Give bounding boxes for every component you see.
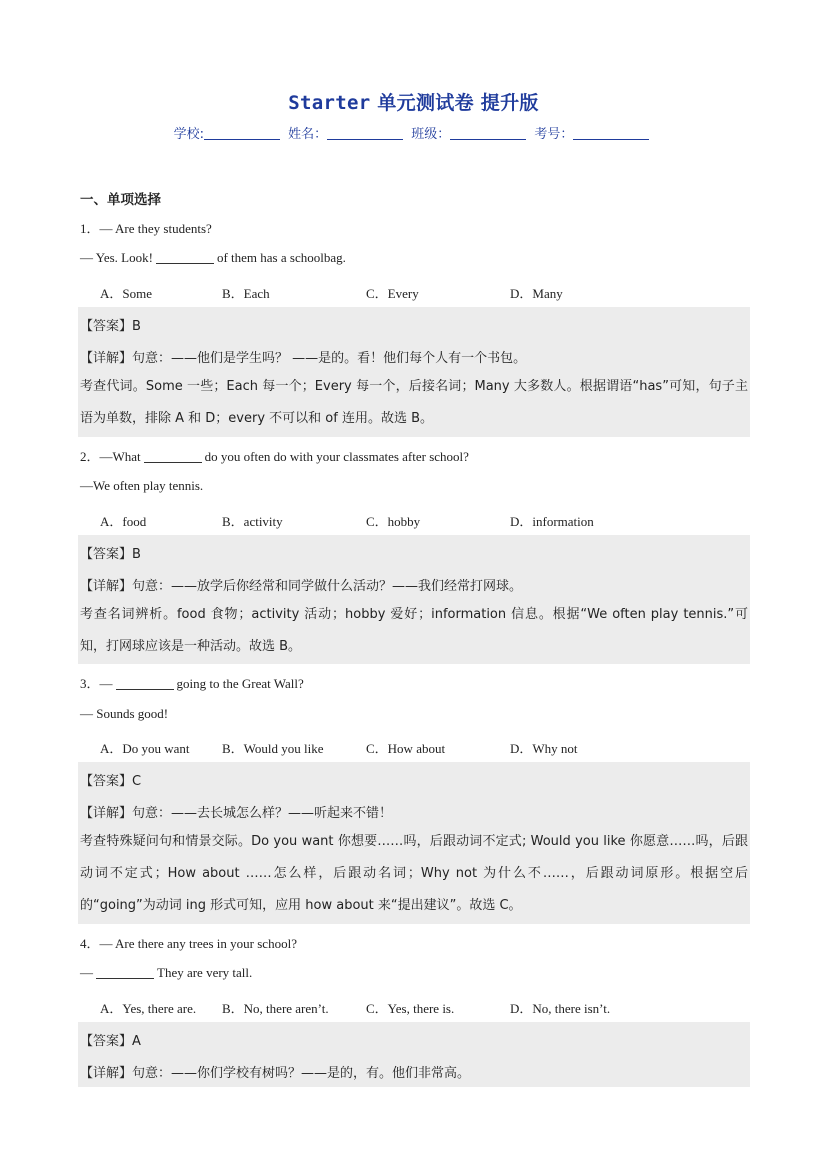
question-1-answer-box (78, 307, 750, 437)
option-b: B．Would you like (222, 741, 324, 756)
option-c: C．Every (366, 286, 419, 301)
name-blank (327, 125, 403, 140)
answer-label: 【答案】A (80, 1034, 141, 1049)
exam-number-label: 考号： (534, 127, 574, 142)
answer-blank (116, 676, 174, 690)
explanation-text: 考查代词。Some 一些；Each 每一个；Every 每一个，后接名词；Many 大多数人。根据谓语“has”可知，句子主语为单数，排除 A 和 D；every 不可以和 of 连用。故选 B。 (80, 379, 748, 426)
option-d: D．No, there isn’t. (510, 1001, 611, 1016)
section-title: 一、单项选择 (80, 192, 161, 208)
question-4-stem: 4．— Are there any trees in your school? (80, 936, 297, 951)
option-c: C．hobby (366, 514, 421, 529)
school-label: 学校: (173, 127, 204, 142)
answer-blank (96, 965, 154, 979)
question-1-line2: — Yes. Look! of them has a schoolbag. (80, 250, 346, 265)
option-a: A．food (100, 514, 147, 529)
option-b: B．activity (222, 514, 283, 529)
option-b: B．Each (222, 286, 270, 301)
question-4-answer-box (78, 1022, 750, 1087)
page-title (0, 88, 827, 115)
question-3-line2: — Sounds good! (80, 706, 169, 721)
question-2-answer-box (78, 535, 750, 664)
question-4-line2: — They are very tall. (80, 965, 253, 980)
option-a: A．Some (100, 286, 153, 301)
option-c: C．Yes, there is. (366, 1001, 455, 1016)
detail-text: 【详解】句意：——去长城怎么样？——听起来不错！ (80, 806, 393, 821)
class-label: 班级： (411, 127, 451, 142)
answer-label: 【答案】C (80, 774, 142, 789)
option-a: A．Do you want (100, 741, 190, 756)
answer-blank (144, 449, 202, 463)
option-d: D．Why not (510, 741, 578, 756)
option-d: D．information (510, 514, 594, 529)
option-d: D．Many (510, 286, 563, 301)
detail-text: 【详解】句意：——他们是学生吗？ ——是的。看！他们每个人有一个书包。 (80, 351, 527, 366)
question-3-stem: 3．— going to the Great Wall? (80, 676, 304, 691)
option-b: B．No, there aren’t. (222, 1001, 329, 1016)
name-label: 姓名： (288, 127, 328, 142)
question-1-stem: 1．— Are they students? (80, 221, 212, 236)
title-english: Starter (288, 92, 371, 114)
detail-text: 【详解】句意：——你们学校有树吗？——是的，有。他们非常高。 (80, 1066, 471, 1081)
option-c: C．How about (366, 741, 446, 756)
detail-text: 【详解】句意：——放学后你经常和同学做什么活动？——我们经常打网球。 (80, 579, 523, 594)
question-3-answer-box (78, 762, 750, 924)
answer-label: 【答案】B (80, 547, 141, 562)
student-info-line (0, 123, 827, 142)
answer-label: 【答案】B (80, 319, 141, 334)
option-a: A．Yes, there are. (100, 1001, 197, 1016)
title-chinese: 单元测试卷 提升版 (370, 92, 539, 114)
exam-number-blank (573, 125, 649, 140)
question-2-line2: —We often play tennis. (80, 478, 204, 493)
explanation-text: 考查特殊疑问句和情景交际。Do you want 你想要……吗，后跟动词不定式; Would you like 你愿意……吗，后跟动词不定式；How about ……怎么样，后跟动名词；Why not 为什么不……，后跟动词原形。根据空后的“going”为动词 ing 形式可知，应用 how about 来“提出建议”。故选 C。 (80, 834, 748, 913)
answer-blank (156, 250, 214, 264)
class-blank (450, 125, 526, 140)
school-blank (204, 125, 280, 140)
question-2-stem: 2．—What do you often do with your classmates after school? (80, 449, 469, 464)
explanation-text: 考查名词辨析。food 食物；activity 活动；hobby 爱好；information 信息。根据“We often play tennis.”可知，打网球应该是一种活动。故选 B。 (80, 607, 748, 654)
